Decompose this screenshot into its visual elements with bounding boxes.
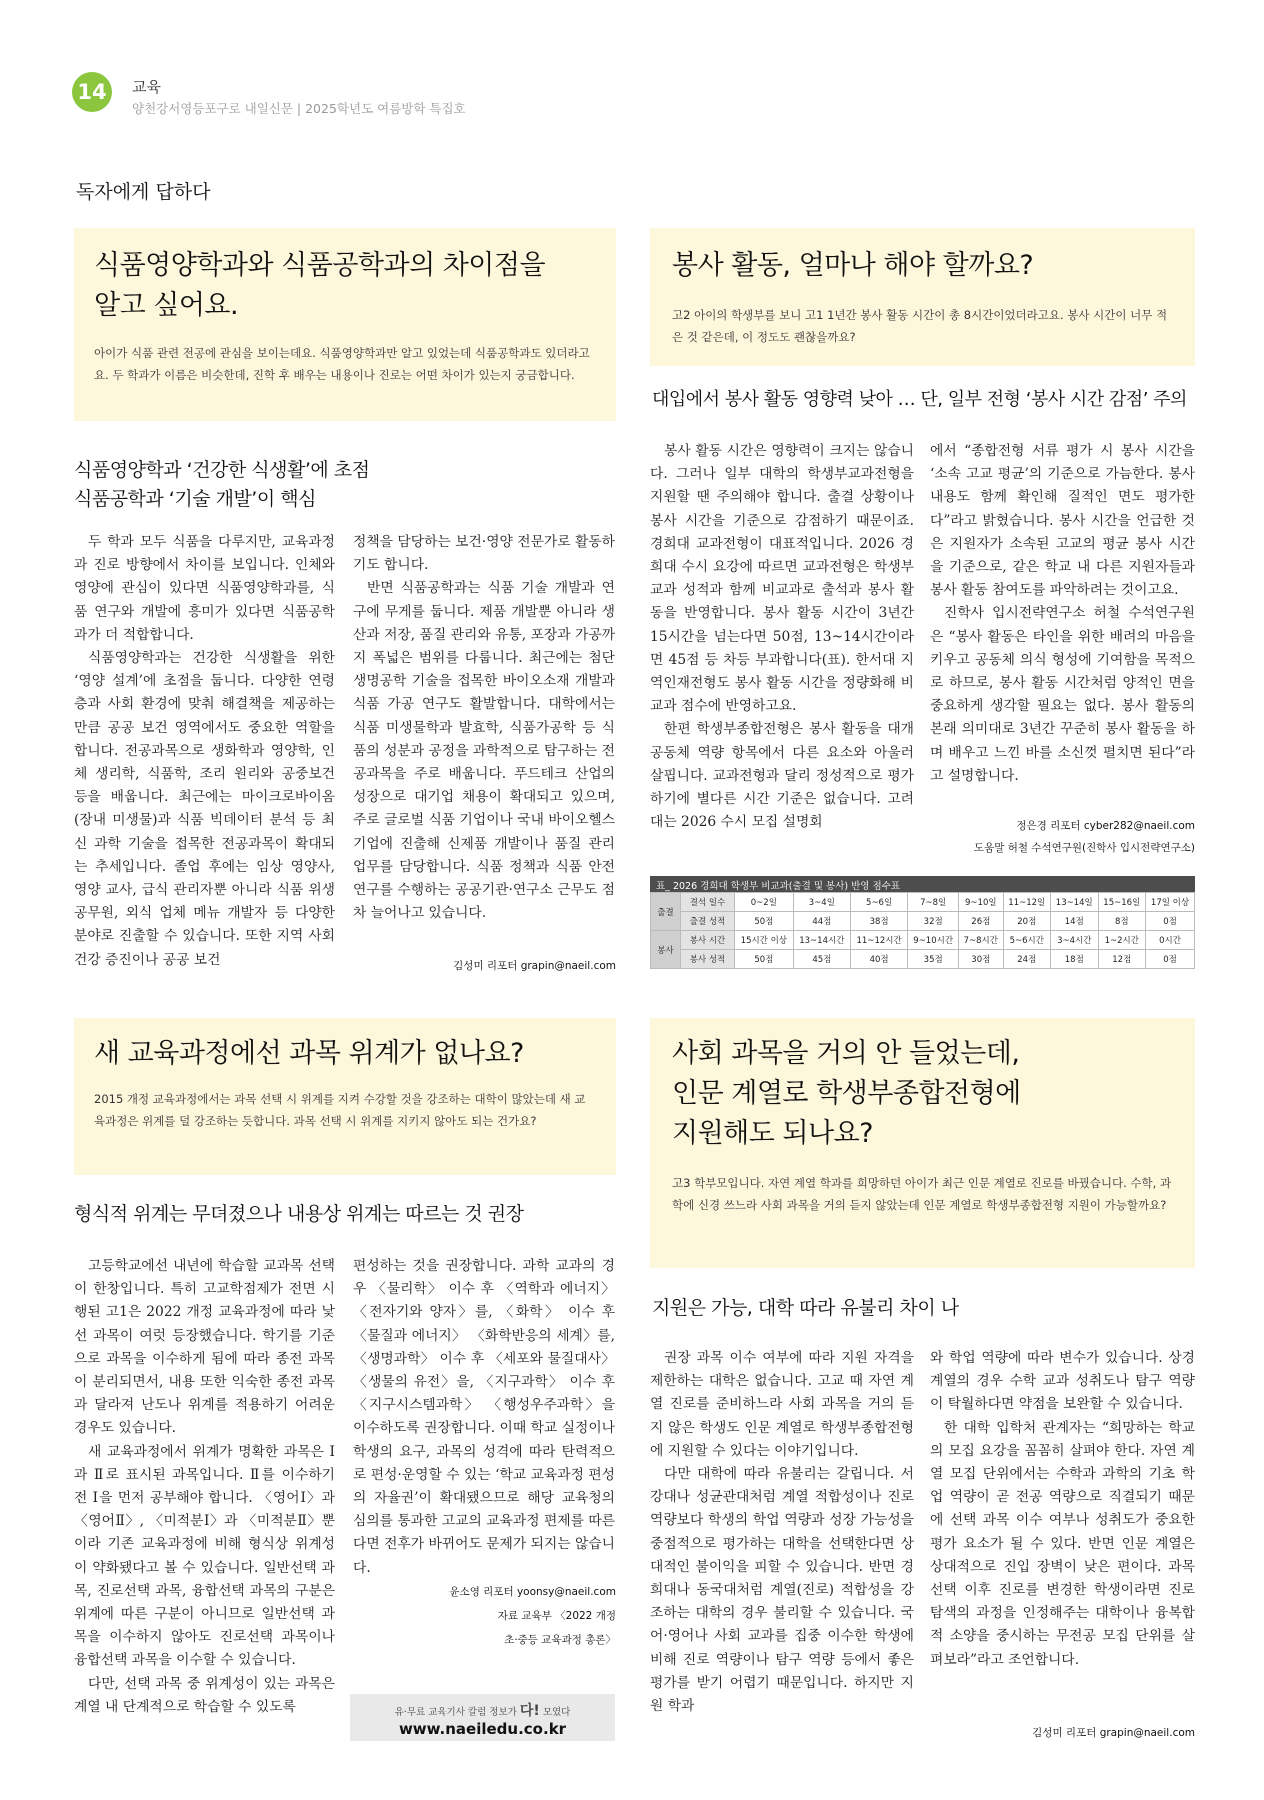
- score-table: [650, 876, 1195, 969]
- a3-title: 새 교육과정에선 과목 위계가 없나요?: [94, 1038, 524, 1069]
- a4-col2: 와 학업 역량에 따라 변수가 있습니다. 상경 계열의 경우 수학 교과 성취도나 탐구 역량이 탁월하다면 약점을 보완할 수 있습니다. 한 대학 입학처 관계자는 “희망하는 학교의 모집 요강을 꼼꼼히 살펴야 한다. 자연 계열 모집 단위에서는 수학과 과학의 기초 학업 역량이 곧 전공 역량으로 직결되기 때문에 선택 과목 이수 여부나 성취도가 중요한 평가 요소가 될 수 있다. 반면 인문 계열은 상대적으로 진입 장벽이 낮은 편이다. 과목 선택 이후 진로를 변경한 학생이라면 진로 탐색의 과정을 인정해주는 대학이나 융복합적 소양을 중시하는 무전공 모집 단위를 살펴보라”라고 조언합니다.: [930, 1350, 1195, 1668]
- a1-col2: 정책을 담당하는 보건·영양 전문가로 활동하기도 합니다. 반면 식품공학과는 식품 기술 개발과 연구에 무게를 둡니다. 제품 개발뿐 아니라 생산과 저장, 품질 관리와 유통, 포장과 가공까지 폭넓은 범위를 다룹니다. 최근에는 첨단 생명공학 기술을 접목한 바이오소재 개발과 식품 가공 연구도 활발합니다. 대학에서는 식품 미생물학과 발효학, 식품가공학 등 식품의 성분과 공정을 과학적으로 탐구하는 전공과목을 주로 배웁니다. 푸드테크 산업의 성장으로 대기업 채용이 확대되고 있으며, 주로 글로벌 식품 기업이나 국내 바이오헬스 기업에 진출해 신제품 개발이나 품질 관리 업무를 담당합니다. 식품 정책과 식품 안전 연구를 수행하는 공공기관·연구소 근무도 점차 늘어나고 있습니다.: [353, 534, 615, 922]
- column-kicker: 독자에게 답하다: [76, 181, 211, 203]
- a2-col2: 에서 “종합전형 서류 평가 시 봉사 시간을 ‘소속 고교 평균’의 기준으로 가늠한다. 봉사 내용도 함께 확인해 질적인 면도 평가한다”라고 밝혔습니다. 봉사 시간을 언급한 것은 지원자가 소속된 고교의 평균 봉사 시간을 기준으로, 같은 학교 내 다른 지원자들과 봉사 활동 참여도를 파악하려는 것이고요. 진학사 입시전략연구소 허철 수석연구원은 “봉사 활동은 타인을 위한 배려의 마음을 키우고 공동체 의식 형성에 기여함을 목적으로 하므로, 봉사 활동 시간처럼 양적인 면을 중요하게 생각할 필요는 없다. 봉사 활동의 본래 의미대로 3년간 꾸준히 봉사 활동을 하며 배우고 느낀 바를 소신껏 펼치면 된다”라고 설명합니다.: [930, 443, 1195, 784]
- a3-question: 2015 개정 교육과정에서는 과목 선택 시 위계를 지켜 수강할 것을 강조하는 대학이 많았는데 새 교육과정은 위계를 덜 강조하는 듯합니다. 과목 선택 시 위계를 지키지 않아도 되는 건가요?: [94, 1092, 586, 1128]
- a1-col1: 두 학과 모두 식품을 다루지만, 교육과정과 진로 방향에서 차이를 보입니다. 인체와 영양에 관심이 있다면 식품영양학과를, 식품 연구와 개발에 흥미가 있다면 식품공학과가 더 적합합니다. 식품영양학과는 건강한 식생활을 위한 ‘영양 설계’에 초점을 둡니다. 다양한 연령층과 사회 환경에 맞춰 해결책을 제공하는 만큼 공공 보건 영역에서도 중요한 역할을 합니다. 전공과목으로 생화학과 영양학, 인체 생리학, 식품학, 조리 원리와 공중보건 등을 배웁니다. 최근에는 마이크로바이옴(장내 미생물)과 식품 빅데이터 분석 등 최신 과학 기술을 접목한 전공과목이 확대되는 추세입니다. 졸업 후에는 임상 영양사, 영양 교사, 급식 관리자뿐 아니라 식품 위생 공무원, 외식 업체 메뉴 개발자 등 다양한 분야로 진출할 수 있습니다. 또한 지역 사회 건강 증진이나 공공 보건: [74, 534, 335, 968]
- header-subtitle: 양천강서영등포구로 내일신문 | 2025학년도 여름방학 특집호: [132, 101, 466, 116]
- a2-title: 봉사 활동, 얼마나 해야 할까요?: [672, 250, 1034, 281]
- promo-url[interactable]: www.naeiledu.co.kr: [398, 1720, 567, 1738]
- a4-byline: 김성미 리포터 grapin@naeil.com: [1032, 1727, 1195, 1739]
- a2-question: 고2 아이의 학생부를 보니 고1 1년간 봉사 활동 시간이 총 8시간이었더라고요. 봉사 시간이 너무 적은 것 같은데, 이 정도도 괜찮을까요?: [672, 308, 1168, 344]
- a3-col1: 고등학교에선 내년에 학습할 교과목 선택이 한창입니다. 특히 고교학점제가 전면 시행된 고1은 2022 개정 교육과정에 따라 낯선 과목이 여럿 등장했습니다. 학기를 기준으로 과목을 이수하게 됨에 따라 종전 과목이 분리되면서, 내용 또한 익숙한 종전 과목과 달라져 난도나 위계를 적용하기 어려운 경우도 있습니다. 새 교육과정에서 위계가 명확한 과목은 Ⅰ과 Ⅱ로 표시된 과목입니다. Ⅱ를 이수하기 전 Ⅰ을 먼저 공부해야 합니다. 〈영어Ⅰ〉과 〈영어Ⅱ〉, 〈미적분Ⅰ〉과 〈미적분Ⅱ〉뿐이라 기존 교육과정에 비해 형식상 위계성이 약화됐다고 볼 수 있습니다. 일반선택 과목, 진로선택 과목, 융합선택 과목의 구분은 위계에 따른 구분이 아니므로 일반선택 과목을 이수하지 않아도 진로선택 과목이나 융합선택 과목을 이수할 수 있습니다. 다만, 선택 과목 중 위계성이 있는 과목은 계열 내 단계적으로 학습할 수 있도록: [74, 1258, 335, 1715]
- a4-question: 고3 학부모입니다. 자연 계열 학과를 희망하던 아이가 최근 인문 계열로 진로를 바꿨습니다. 수학, 과학에 신경 쓰느라 사회 과목을 거의 듣지 않았는데 인문 계열로 학생부종합전형 지원이 가능할까요?: [672, 1176, 1172, 1212]
- a1-question: 아이가 식품 관련 전공에 관심을 보이는데요. 식품영양학과만 알고 있었는데 식품공학과도 있더라고요. 두 학과가 이름은 비슷한데, 진학 후 배우는 내용이나 진로는 어떤 차이가 있는지 궁금합니다.: [94, 346, 590, 382]
- a1-question-box: [74, 228, 616, 421]
- a4-title: 사회 과목을 거의 안 들었는데, 인문 계열로 학생부종합전형에 지원해도 되나요?: [672, 1038, 1021, 1149]
- promo-brand: 다!: [519, 1703, 540, 1719]
- a3-question-box: [74, 1018, 616, 1175]
- a4-subhead: 지원은 가능, 대학 따라 유불리 차이 나: [652, 1297, 959, 1319]
- a4-col1: 권장 과목 이수 여부에 따라 지원 자격을 제한하는 대학은 없습니다. 고교 때 자연 계열 진로를 준비하느라 사회 과목을 거의 듣지 않은 학생도 인문 계열로 학생부종합전형에 지원할 수 있다는 이야기입니다. 다만 대학에 따라 유불리는 갈립니다. 서강대나 성균관대처럼 계열 적합성이나 진로 역량보다 학생의 학업 역량과 성장 가능성을 중점적으로 평가하는 대학을 선택한다면 상대적인 불이익을 피할 수 있습니다. 반면 경희대나 동국대처럼 계열(진로) 적합성을 강조하는 대학의 경우 불리할 수 있습니다. 국어·영어나 사회 교과를 집중 이수한 학생에 비해 진로 역량이나 탐구 역량 등에서 좋은 평가를 받기 어렵기 때문입니다. 하지만 지원 학과: [650, 1350, 914, 1715]
- score-table-title: 표_ 2026 경희대 학생부 비교과(출결 및 봉사) 반영 점수표: [650, 876, 1195, 892]
- a1-byline: 김성미 리포터 grapin@naeil.com: [453, 960, 616, 972]
- section-name: 교육: [132, 78, 161, 96]
- a3-col2: 편성하는 것을 권장합니다. 과학 교과의 경우 〈물리학〉 이수 후 〈역학과 에너지〉 〈전자기와 양자〉를, 〈화학〉 이수 후 〈물질과 에너지〉 〈화학반응의 세계〉를, 〈생명과학〉 이수 후 〈세포와 물질대사〉 〈생물의 유전〉을, 〈지구과학〉 이수 후 〈지구시스템과학〉 〈행성우주과학〉을 이수하도록 권장합니다. 이때 학교 실정이나 학생의 요구, 과목의 성격에 따라 탄력적으로 편성·운영할 수 있는 ‘학교 교육과정 편성의 자율권’이 확대됐으므로 해당 교육청의 심의를 통과한 고교의 교육과정 편제를 따른다면 전후가 바뀌어도 문제가 되지는 않습니다.: [353, 1258, 615, 1576]
- a2-subhead: 대입에서 봉사 활동 영향력 낮아 … 단, 일부 전형 ‘봉사 시간 감점’ 주의: [652, 389, 1187, 410]
- a1-subhead: 식품영양학과 ‘건강한 식생활’에 초점 식품공학과 ‘기술 개발’이 핵심: [74, 459, 370, 510]
- table-row: 출결 성적 50점 44점 38점 32점 26점 20점 14점 8점 0점: [651, 912, 1195, 931]
- page-number-badge: 14: [72, 72, 112, 112]
- a3-byline: 윤소영 리포터 yoonsy@naeil.com 자료 교육부 〈2022 개정 초·중등 교육과정 총론〉: [449, 1586, 616, 1646]
- table-row: 봉사 성적 50점 45점 40점 35점 30점 24점 18점 12점 0점: [651, 950, 1195, 969]
- a2-question-box: [650, 228, 1195, 366]
- a2-col1: 봉사 활동 시간은 영향력이 크지는 않습니다. 그러나 일부 대학의 학생부교과전형을 지원할 땐 주의해야 합니다. 출결 상황이나 봉사 시간을 기준으로 감점하기 때문이죠. 경희대 교과전형이 대표적입니다. 2026 경희대 수시 요강에 따르면 교과전형은 학생부 교과 성적과 함께 비교과로 출석과 봉사 활동을 반영합니다. 봉사 활동 시간이 3년간 15시간을 넘는다면 50점, 13~14시간이라면 45점 등 차등 부과합니다(표). 한서대 지역인재전형도 봉사 활동 시간을 정량화해 비교과 점수에 반영하고요. 한편 학생부종합전형은 봉사 활동을 대개 공동체 역량 항목에서 다른 요소와 아울러 살핍니다. 교과전형과 달리 정성적으로 평가하기에 별다른 시간 기준은 없습니다. 고려대는 2026 수시 모집 설명회: [650, 443, 914, 831]
- promo-banner[interactable]: 유·무료 교육기사 칼럼 정보가 다! 모였다 www.naeiledu.co.kr: [350, 1694, 615, 1741]
- score-table-grid: [650, 892, 1195, 969]
- table-row: 봉사 봉사 시간 15시간 이상 13~14시간 11~12시간 9~10시간 7~8시간 5~6시간 3~4시간 1~2시간 0시간: [651, 931, 1195, 950]
- table-row: 출결 결석 일수 0~2일 3~4일 5~6일 7~8일 9~10일 11~12일 13~14일 15~16일 17일 이상: [651, 893, 1195, 912]
- a3-subhead: 형식적 위계는 무뎌졌으나 내용상 위계는 따르는 것 권장: [74, 1203, 524, 1225]
- a1-title: 식품영양학과와 식품공학과의 차이점을 알고 싶어요.: [94, 250, 546, 321]
- a2-byline: 정은경 리포터 cyber282@naeil.com 도움말 허철 수석연구원(진학사 입시전략연구소): [973, 820, 1195, 854]
- a4-question-box: [650, 1018, 1195, 1268]
